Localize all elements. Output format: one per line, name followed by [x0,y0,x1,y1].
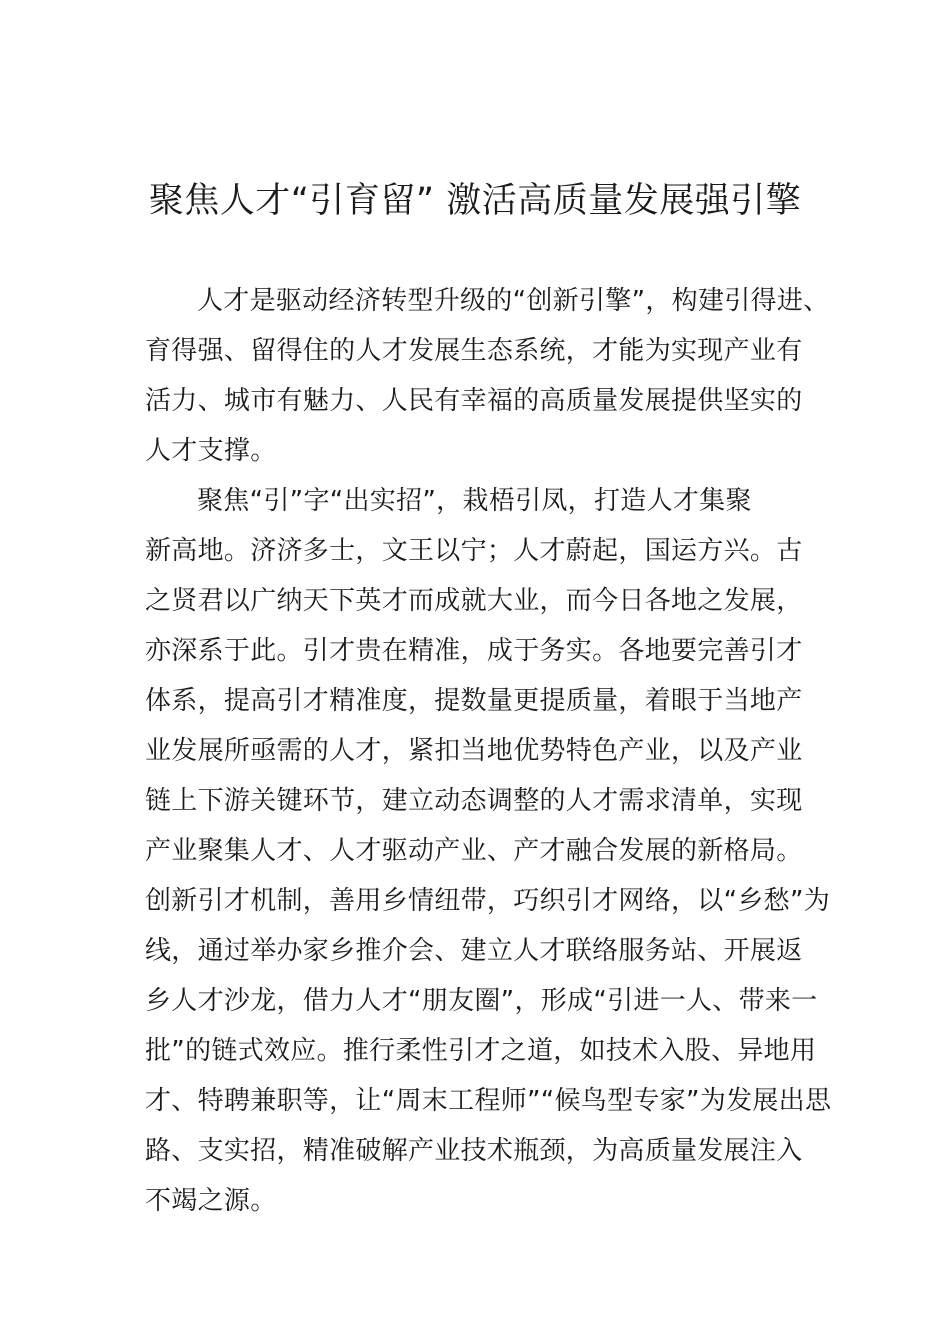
paragraph-line: 业发展所亟需的人才，紧扣当地优势特色产业，以及产业 [145,736,803,766]
paragraph-line: 人才支撑。 [145,436,277,466]
paragraph-line: 线，通过举办家乡推介会、建立人才联络服务站、开展返 [145,936,803,966]
paragraph-line: 创新引才机制，善用乡情纽带，巧织引才网络，以“乡愁”为 [145,886,831,916]
paragraph-line: 活力、城市有魅力、人民有幸福的高质量发展提供坚实的 [145,386,803,416]
paragraph-line: 不竭之源。 [145,1186,277,1216]
document-title: 聚焦人才“引育留” 激活高质量发展强引擎 [148,181,802,221]
paragraph-2 [145,476,832,1226]
paragraph-line: 路、支实招，精准破解产业技术瓶颈，为高质量发展注入 [145,1136,803,1166]
paragraph-line: 聚焦“引”字“出实招”，栽梧引凤，打造人才集聚 [197,486,752,516]
paragraph-line: 批”的链式效应。推行柔性引才之道，如技术入股、异地用 [145,1036,817,1066]
paragraph-1 [145,276,830,476]
paragraph-line: 才、特聘兼职等，让“周末工程师”“候鸟型专家”为发展出思 [145,1086,832,1116]
paragraph-line: 体系，提高引才精准度，提数量更提质量，着眼于当地产 [145,686,803,716]
paragraph-line: 育得强、留得住的人才发展生态系统，才能为实现产业有 [145,336,803,366]
paragraph-line: 乡人才沙龙，借力人才“朋友圈”，形成“引进一人、带来一 [145,986,818,1016]
document-body [145,276,832,1226]
paragraph-line: 亦深系于此。引才贵在精准，成于务实。各地要完善引才 [145,636,803,666]
paragraph-line: 之贤君以广纳天下英才而成就大业，而今日各地之发展， [145,586,803,616]
paragraph-line: 产业聚集人才、人才驱动产业、产才融合发展的新格局。 [145,836,803,866]
paragraph-line: 新高地。济济多士，文王以宁；人才蔚起，国运方兴。古 [145,536,803,566]
paragraph-line: 链上下游关键环节，建立动态调整的人才需求清单，实现 [145,786,803,816]
paragraph-line: 人才是驱动经济转型升级的“创新引擎”，构建引得进、 [197,286,830,316]
